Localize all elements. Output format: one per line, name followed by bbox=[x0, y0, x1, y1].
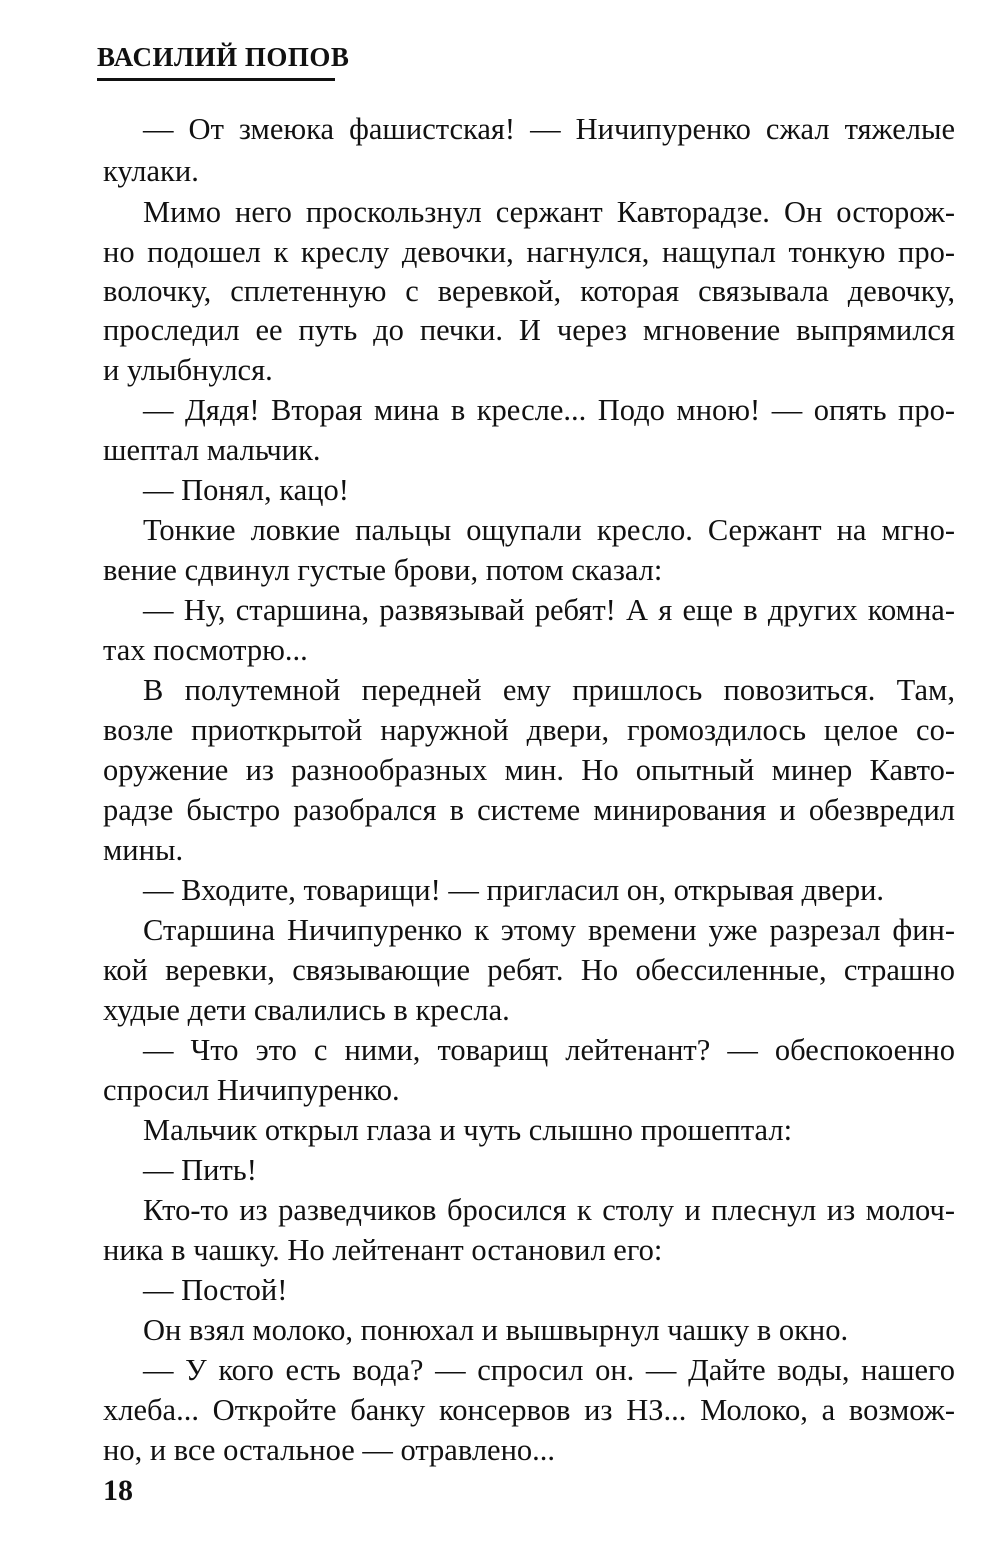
text-line: кой веревки, связывающие ребят. Но обессиленные, страшно bbox=[103, 953, 955, 987]
text-line: хлеба... Откройте банку консервов из НЗ... Молоко, а возмож- bbox=[103, 1393, 955, 1427]
text-line: — Постой! bbox=[143, 1273, 288, 1307]
text-line: ника в чашку. Но лейтенант остановил его: bbox=[103, 1233, 663, 1267]
text-line: худые дети свалились в кресла. bbox=[103, 993, 510, 1027]
text-line: шептал мальчик. bbox=[103, 433, 321, 467]
text-line: вение сдвинул густые брови, потом сказал: bbox=[103, 553, 663, 587]
text-line: но подошел к креслу девочки, нагнулся, нащупал тонкую про- bbox=[103, 235, 955, 269]
text-line: — От змеюка фашистская! — Ничипуренко сжал тяжелые bbox=[143, 112, 955, 146]
text-line: радзе быстро разобрался в системе минирования и обезвредил bbox=[103, 793, 955, 827]
text-line: кулаки. bbox=[103, 154, 199, 188]
text-line: Старшина Ничипуренко к этому времени уже разрезал фин- bbox=[143, 913, 955, 947]
text-line: мины. bbox=[103, 833, 184, 867]
text-line: Мальчик открыл глаза и чуть слышно прошептал: bbox=[143, 1113, 793, 1147]
text-line: — Входите, товарищи! — пригласил он, открывая двери. bbox=[143, 873, 885, 907]
text-line: Он взял молоко, понюхал и вышвырнул чашку в окно. bbox=[143, 1313, 849, 1347]
text-line: В полутемной передней ему пришлось повозиться. Там, bbox=[143, 673, 955, 707]
text-line: спросил Ничипуренко. bbox=[103, 1073, 400, 1107]
text-line: — Что это с ними, товарищ лейтенант? — обеспокоенно bbox=[143, 1033, 955, 1067]
running-header: ВАСИЛИЙ ПОПОВ bbox=[97, 42, 350, 72]
text-line: Мимо него проскользнул сержант Кавторадзе. Он осторож- bbox=[143, 195, 955, 229]
text-line: и улыбнулся. bbox=[103, 353, 273, 387]
text-line: — У кого есть вода? — спросил он. — Дайте воды, нашего bbox=[143, 1353, 955, 1387]
text-line: возле приоткрытой наружной двери, громоздилось целое со- bbox=[103, 713, 955, 747]
text-line: — Понял, кацо! bbox=[143, 473, 349, 507]
page-number: 18 bbox=[103, 1474, 133, 1507]
text-line: Тонкие ловкие пальцы ощупали кресло. Сержант на мгно- bbox=[143, 513, 955, 547]
text-line: тах посмотрю... bbox=[103, 633, 308, 667]
text-line: — Дядя! Вторая мина в кресле... Подо мною! — опять про- bbox=[143, 393, 955, 427]
text-line: Кто-то из разведчиков бросился к столу и плеснул из молоч- bbox=[143, 1193, 955, 1227]
text-line: проследил ее путь до печки. И через мгновение выпрямился bbox=[103, 313, 955, 347]
text-line: оружение из разнообразных мин. Но опытный минер Кавто- bbox=[103, 753, 955, 787]
text-line: но, и все остальное — отравлено... bbox=[103, 1433, 556, 1467]
text-line: — Ну, старшина, развязывай ребят! А я еще в других комна- bbox=[143, 593, 955, 627]
text-line: волочку, сплетенную с веревкой, которая связывала девочку, bbox=[103, 274, 955, 308]
text-line: — Пить! bbox=[143, 1153, 257, 1187]
